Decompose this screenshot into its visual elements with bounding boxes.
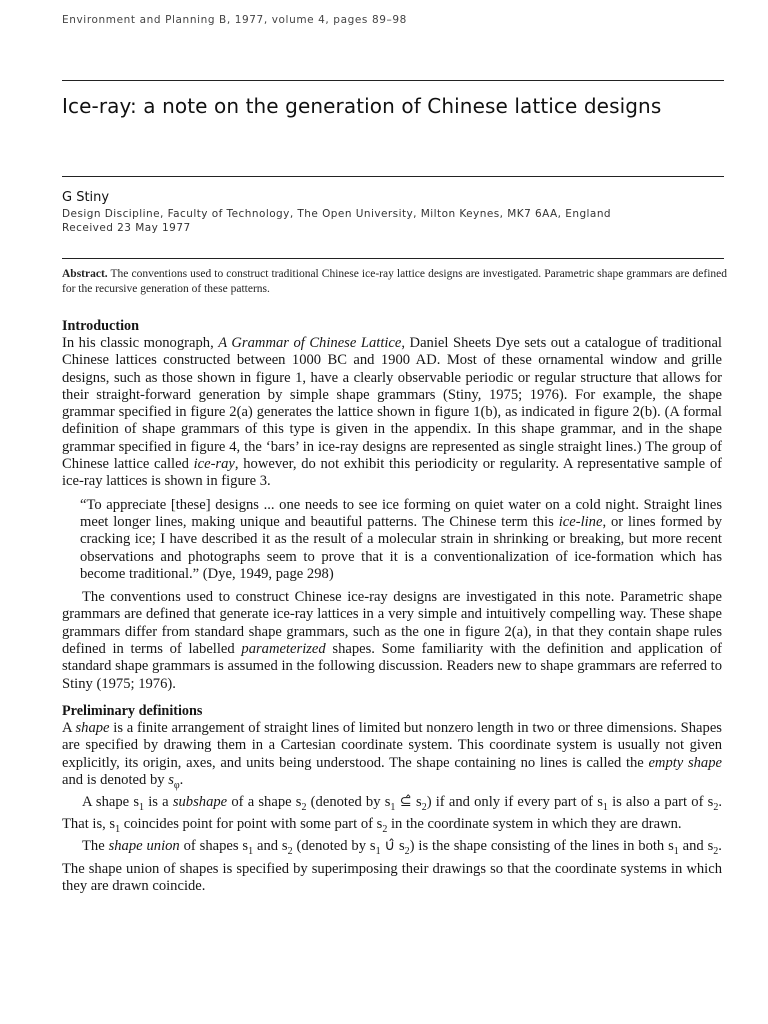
author-affiliation: Design Discipline, Faculty of Technology, The Open University, Milton Keynes, MK7 6AA, England — [62, 208, 612, 220]
preliminary-paragraph-1: A shape is a finite arrangement of straight lines of limited but nonzero length in two or three dimensions. Shapes are specified by drawing them in a Cartesian coordinate system. This coordinate system is usually not given explicitly, its origin, axes, and units being understood. The shape containing no lines is called the empty shape and is denoted by $s_\varphi$. — [62, 719, 722, 791]
term-subshape: subshape — [172, 794, 228, 811]
received-date: Received 23 May 1977 — [62, 222, 191, 234]
preliminary-paragraph-2: A shape $s_1$ is a subshape of a shape $s_2$ (denoted by $s_1$ ⊆̂ $s_2$) if and only if every part of $s_1$ is also a part of $s_2$. That is, $s_1$ coincides point for point with some part of $s_2$ in the coordinate system in which they are drawn. — [62, 794, 722, 836]
title-bottom-rule — [62, 176, 724, 177]
abstract-label: Abstract. — [62, 268, 108, 280]
abstract-top-rule — [62, 258, 724, 259]
paper-title: Ice-ray: a note on the generation of Chinese lattice designs — [62, 94, 662, 118]
term-shape-union: shape union — [108, 838, 180, 855]
term-parameterized: parameterized — [241, 641, 326, 658]
introduction-heading: Introduction — [62, 318, 139, 334]
term-ice-line: ice-line — [558, 513, 603, 530]
abstract — [62, 267, 727, 297]
title-top-rule — [62, 80, 724, 81]
preliminary-heading: Preliminary definitions — [62, 702, 203, 719]
term-ice-ray: ice-ray — [193, 456, 235, 473]
introduction-paragraph-2: The conventions used to construct Chinese ice-ray designs are investigated in this note. Parametric shape grammars are defined that generate ice-ray lattices in a very simple and intuitively compelling way. These shape grammars differ from standard shape grammars, such as the one in figure 2(a), in that they contain shape rules defined in terms of labelled parameterized shapes. Some familiarity with the definition and application of standard shape grammars is assumed in the following discussion. Readers new to shape grammars are referred to Stiny (1975; 1976). — [62, 589, 722, 692]
dye-quotation: “To appreciate [these] designs ... one needs to see ice forming on quiet water on a cold night. Straight lines meet longer lines, making unique and beautiful patterns. The Chinese term this ice-line, or lines formed by cracking ice; I have described it as the result of a molecular strain in shrinking or breaking, but more recent observations and photographs seem to prove that it is a conventionalization of ice-formation which has become traditional.” (Dye, 1949, page 298) — [80, 496, 723, 582]
introduction-paragraph-1: In his classic monograph, A Grammar of Chinese Lattice, Daniel Sheets Dye sets out a catalogue of traditional Chinese lattices constructed between 1000 BC and 1900 AD. Most of these ornamental window and grille designs, such as those shown in figure 1, have a clearly observable periodic or regular structure that allows for their straight-forward generation by simple shape grammars (Stiny, 1975; 1976). For example, the shape grammar specified in figure 2(a) generates the lattice shown in figure 1(b), as indicated in figure 2(b). (A formal definition of shape grammars of this type is given in the appendix. In this shape grammar, and in the shape grammar specified in figure 4, the ‘bars’ in ice-ray designs are represented as single straight lines.) The group of Chinese lattice called ice-ray, however, do not exhibit this periodicity or regularity. A representative sample of ice-ray lattices is shown in figure 3. — [62, 335, 722, 490]
term-shape: shape — [75, 719, 110, 736]
term-empty-shape: empty shape — [648, 754, 722, 771]
abstract-text: The conventions used to construct traditional Chinese ice-ray lattice designs are investigated. Parametric shape grammars are defined for the recursive generation of these patterns. — [62, 268, 727, 295]
body-text — [62, 318, 722, 895]
running-head: Environment and Planning B, 1977, volume 4, pages 89–98 — [62, 14, 407, 26]
preliminary-paragraph-3: The shape union of shapes $s_1$ and $s_2$ (denoted by $s_1$ ∪̂ $s_2$) is the shape consisting of the lines in both $s_1$ and $s_2$. The shape union of shapes is specified by superimposing their drawings so that the coordinate systems in which they are drawn coincide. — [62, 838, 722, 894]
book-title: A Grammar of Chinese Lattice — [218, 335, 402, 351]
author-name: G Stiny — [62, 190, 110, 205]
